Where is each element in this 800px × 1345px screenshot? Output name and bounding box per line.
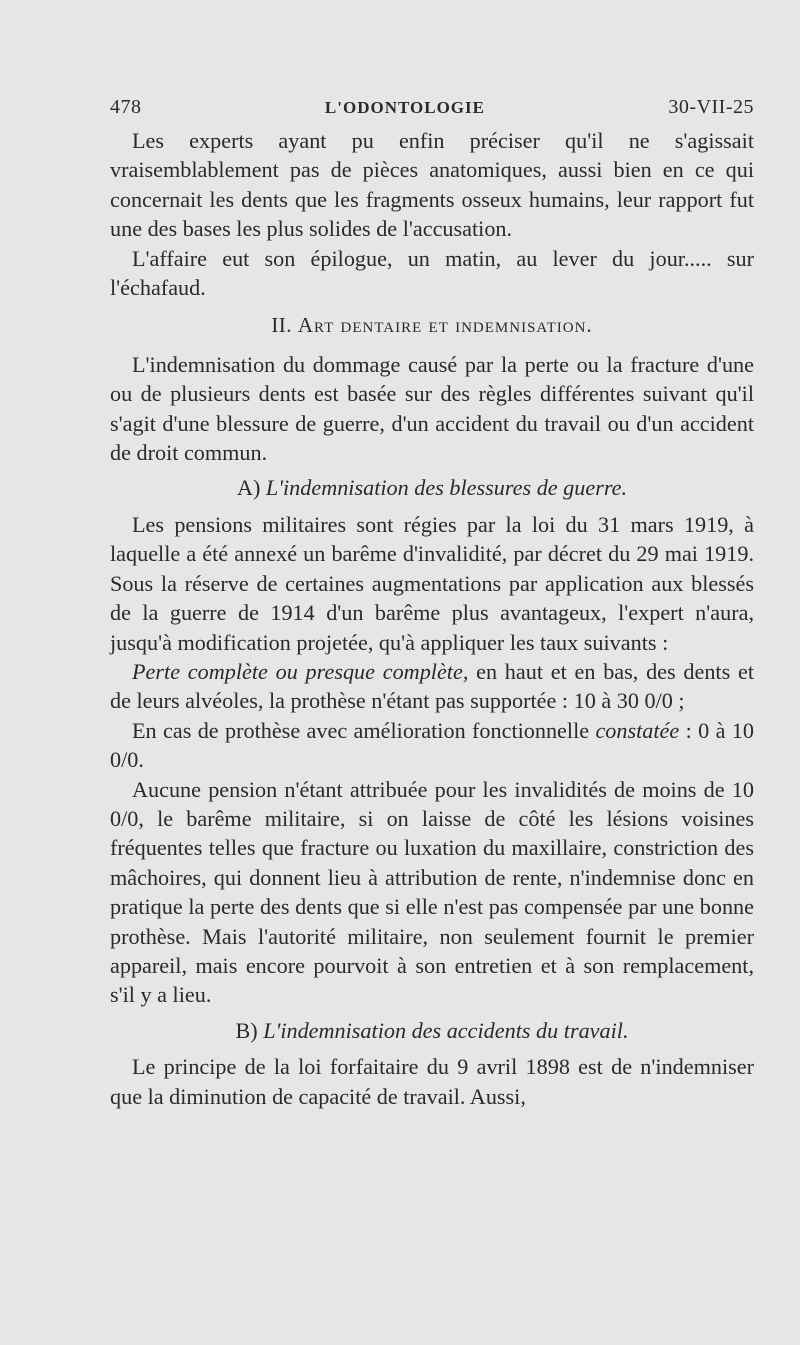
paragraph-prothese	[110, 716, 754, 775]
prothese-text-start: En cas de prothèse avec amélioration fonctionnelle	[132, 717, 596, 743]
subheading-b-title: L'indemnisation des accidents du travail.	[263, 1017, 629, 1043]
paragraph-experts: Les experts ayant pu enfin préciser qu'il ne s'agissait vraisemblablement pas de pièces anatomiques, aussi bien en ce qui concernait les dents que les fragments osseux humains, leur rapport fut une des bases les plus solides de l'accusation.	[110, 128, 754, 242]
paragraph-perte-complete	[110, 657, 754, 716]
page-number: 478	[110, 96, 142, 118]
page	[110, 96, 754, 1111]
paragraph-epilogue: L'affaire eut son épilogue, un matin, au lever du jour..... sur l'échafaud.	[110, 245, 754, 301]
journal-title: L'ODONTOLOGIE	[324, 98, 485, 117]
subheading-a-letter: A)	[236, 475, 261, 501]
article-body	[110, 126, 754, 1111]
paragraph-indemnisation-intro: L'indemnisation du dommage causé par la perte ou la fracture d'une ou de plusieurs dents est basée sur des règles différentes suivant qu'il s'agit d'une blessure de guerre, d'un accident du travail ou d'un accident de droit commun.	[110, 351, 754, 466]
subheading-a	[110, 473, 754, 502]
subheading-a-title: L'indemnisation des blessures de guerre.	[265, 475, 628, 501]
section-title: Art dentaire et indemnisation.	[297, 313, 593, 338]
paragraph-aucune-pension: Aucune pension n'étant attribuée pour les invalidités de moins de 10 0/0, le barême militaire, si on laisse de côté les lésions voisines fréquentes telles que fracture ou luxation du maxillaire, constriction des mâchoires, qui donnent lieu à attribution de rente, n'indemnise donc en pratique la perte des dents que si elle n'est pas compensée par une bonne prothèse. Mais l'autorité militaire, non seulement fournit le premier appareil, mais encore pourvoit à son entretien et à son remplacement, s'il y a lieu.	[110, 776, 754, 1008]
prothese-italic: constatée	[595, 717, 680, 743]
paragraph-pensions: Les pensions militaires sont régies par la loi du 31 mars 1919, à laquelle a été annexé un barême d'invalidité, par décret du 29 mai 1919. Sous la réserve de certaines augmentations par application aux blessés de la guerre de 1914 d'un barême plus avantageux, l'expert n'aura, jusqu'à modification projetée, qu'à appliquer les taux suivants :	[110, 511, 754, 655]
perte-complete-text: en haut et en bas, des dents et de leurs alvéoles, la prothèse n'étant pas supportée : 10 à 30 0/0 ;	[110, 658, 754, 714]
prothese-text-end: : 0 à 10 0/0.	[110, 717, 754, 773]
running-header	[110, 96, 754, 126]
perte-complete-italic: Perte complète ou presque complète,	[132, 658, 469, 684]
subheading-b-letter: B)	[235, 1017, 258, 1043]
section-heading-ii	[110, 311, 754, 340]
issue-date: 30-VII-25	[668, 96, 754, 118]
paragraph-loi-forfaitaire: Le principe de la loi forfaitaire du 9 avril 1898 est de n'indemniser que la diminution de capacité de travail. Aussi,	[110, 1054, 754, 1109]
section-number: II.	[271, 313, 293, 338]
subheading-b	[110, 1016, 754, 1045]
